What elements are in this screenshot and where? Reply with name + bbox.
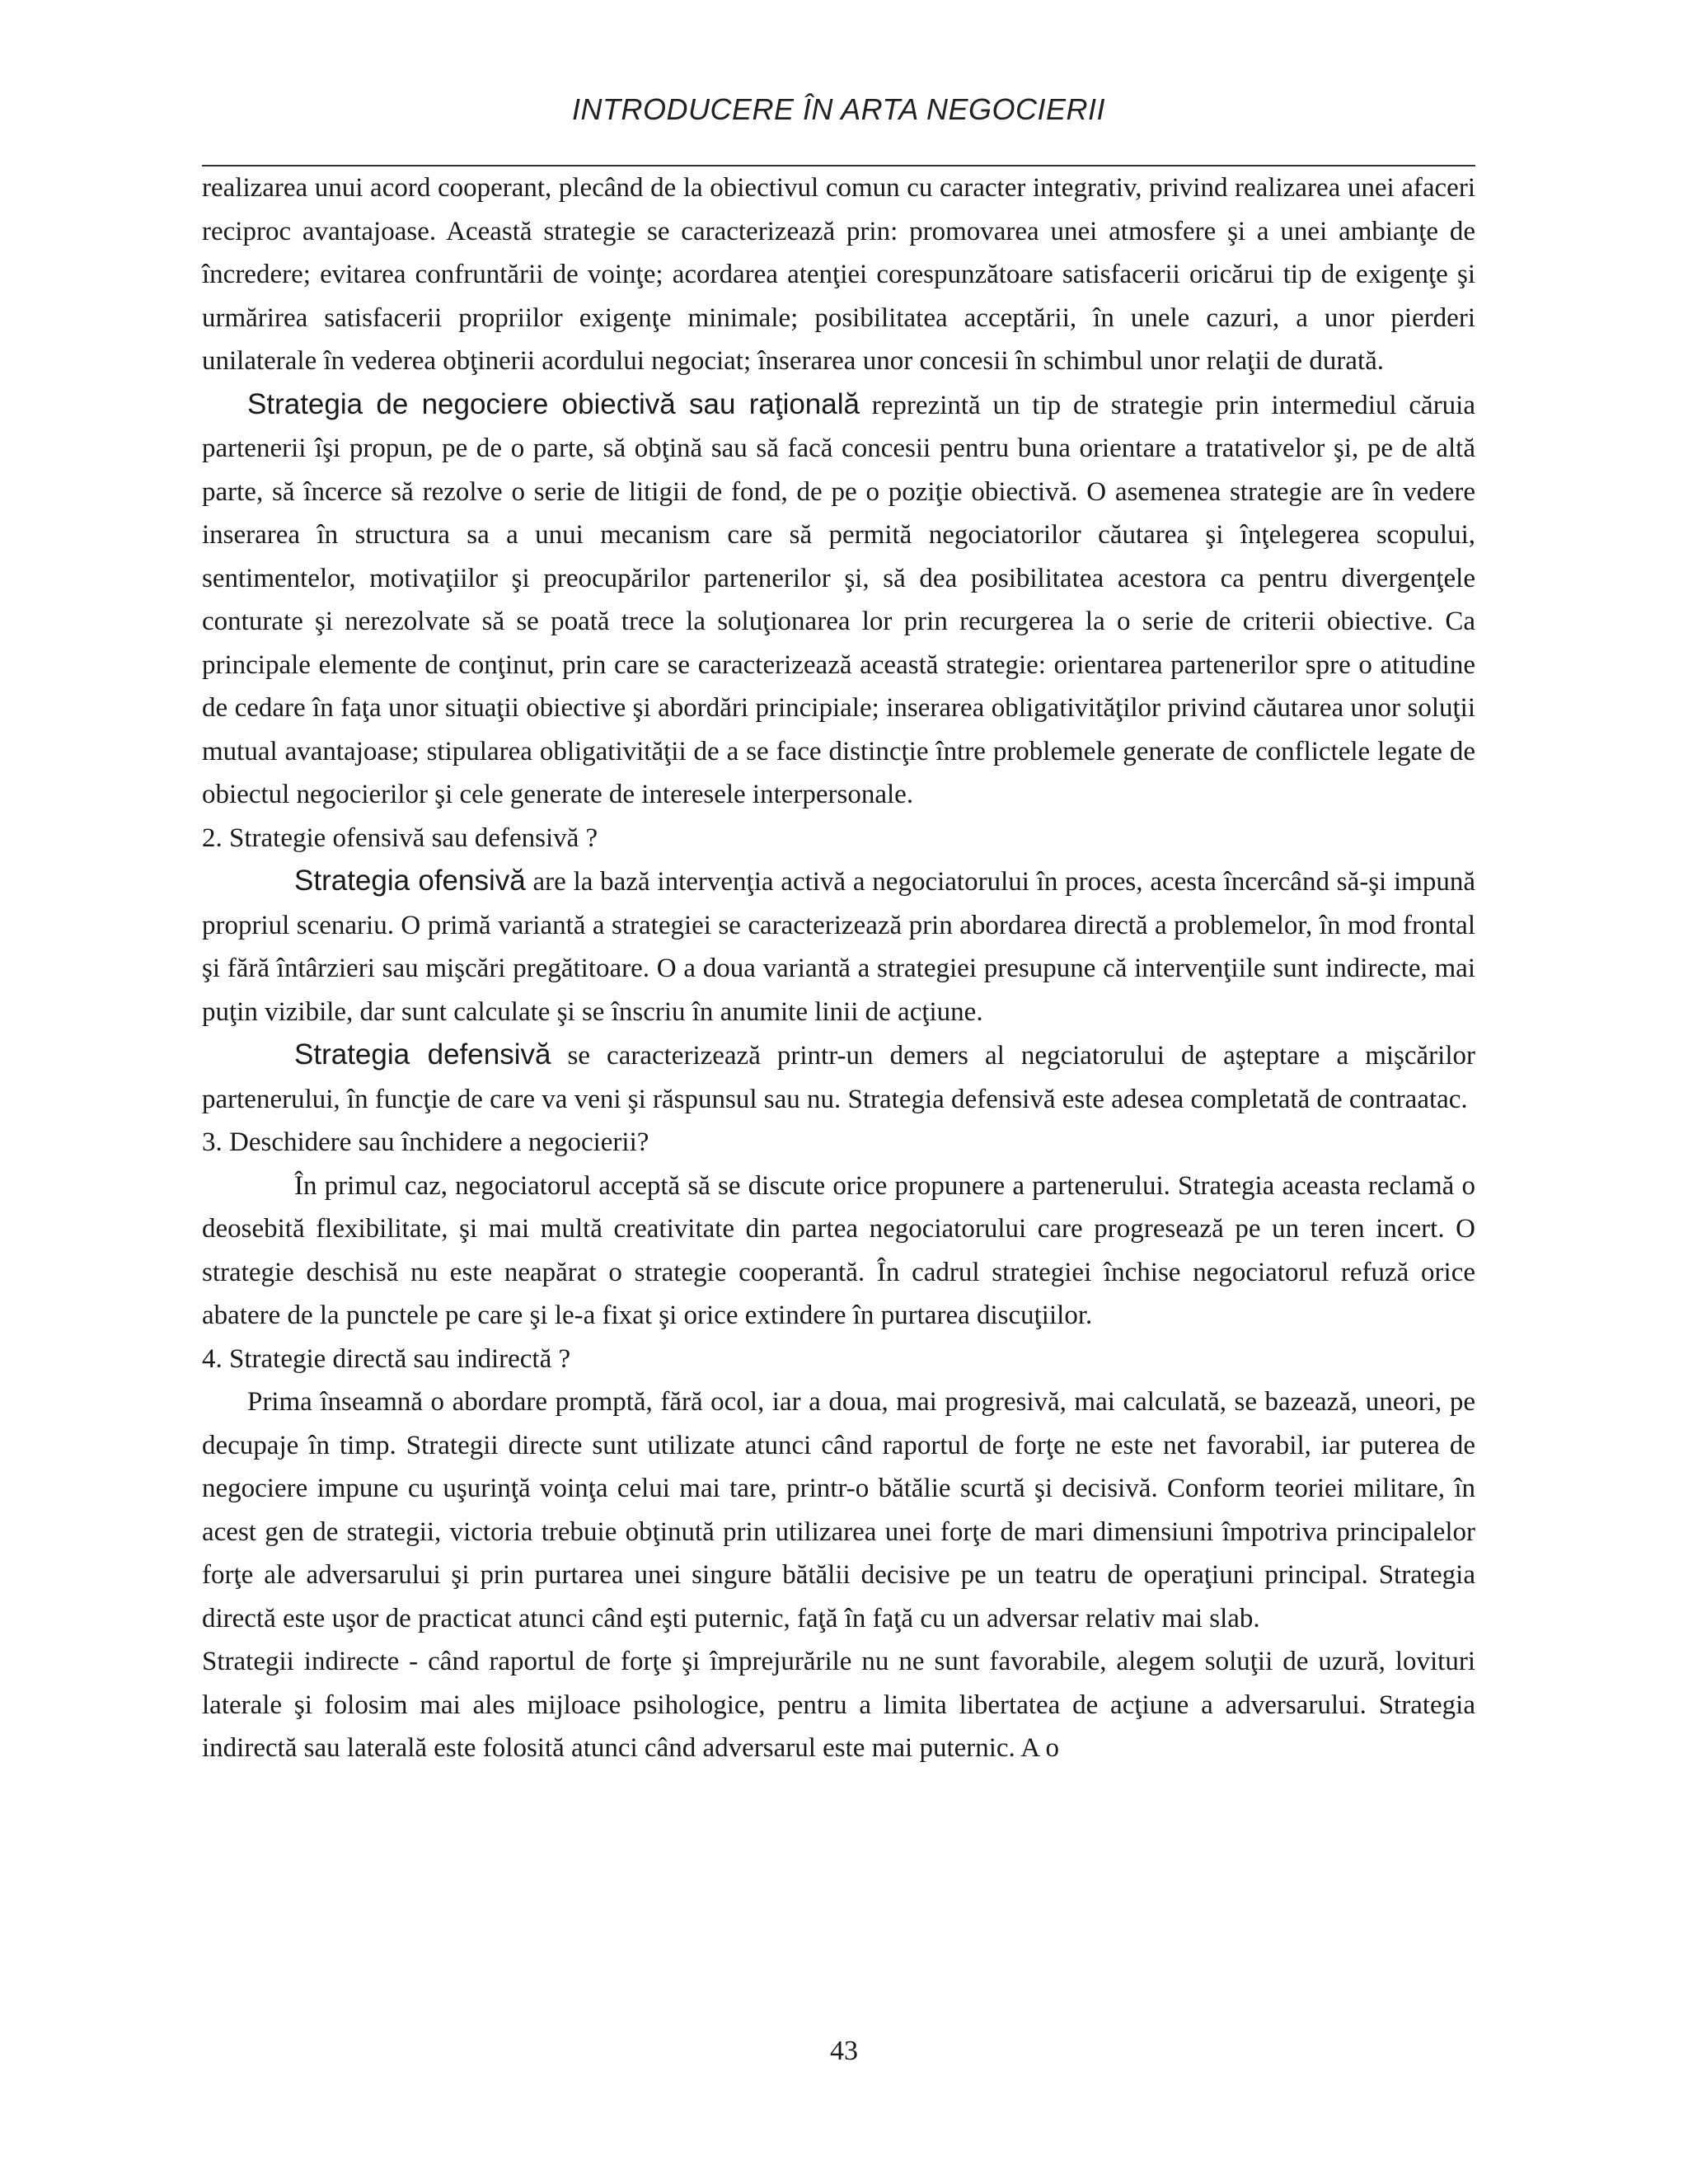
paragraph — [202, 1380, 1475, 1640]
paragraph — [202, 166, 1475, 383]
paragraph-text: În primul caz, negociatorul acceptă să se discute orice propunere a partenerului. Strategia aceasta reclamă o deosebită flexibilitate, şi mai multă creativitate din partea negociatorului care progresează pe un teren incert. O strategie deschisă nu este neapărat o strategie cooperantă. În cadrul strategiei închise negociatorul refuză orice abatere de la punctele pe care şi le-a fixat şi orice extindere în purtarea discuţiilor. — [202, 1170, 1475, 1330]
section-heading-text: 2. Strategie ofensivă sau defensivă ? — [202, 823, 598, 853]
paragraph-text: realizarea unui acord cooperant, plecând de la obiectivul comun cu caracter integrativ, privind realizarea unei afaceri reciproc avantajoase. Această strategie se caracterizează prin: promovarea unei atmosfere şi a unei ambianţe de încredere; evitarea confruntării de voinţe; acordarea atenţiei corespunzătoare satisfacerii oricărui tip de exigenţe şi urmărirea satisfacerii propriilor exigenţe minimale; posibilitatea acceptării, în unele cazuri, a unor pierderi unilaterale în vederea obţinerii acordului negociat; înserarea unor concesii în schimbul unor relaţii de durată. — [202, 173, 1475, 376]
term-heading: Strategia defensivă — [294, 1038, 551, 1071]
paragraph — [202, 1640, 1475, 1770]
section-heading — [202, 1121, 1475, 1165]
paragraph — [202, 1033, 1475, 1121]
paragraph-text: are la bază intervenţia activă a negociatorului în proces, acesta încercând să-şi impună propriul scenariu. O primă variantă a strategiei se caracterizează prin abordarea directă a problemelor, în mod frontal şi fără întârzieri sau mişcări pregătitoare. O a doua variantă a strategiei presupune că intervenţiile sunt indirecte, mai puţin vizibile, dar sunt calculate şi se înscriu în anumite linii de acţiune. — [202, 867, 1475, 1027]
term-heading: Strategia de negociere obiectivă sau raţională — [247, 387, 860, 420]
section-heading — [202, 817, 1475, 860]
page-number: 43 — [830, 2036, 858, 2066]
paragraph-text: Strategii indirecte - când raportul de forţe şi împrejurările nu ne sunt favorabile, alegem soluţii de uzură, lovituri laterale şi folosim mai ales mijloace psihologice, pentru a limita libertatea de acţiune a adversarului. Strategia indirectă sau laterală este folosită atunci când adversarul este mai puternic. A o — [202, 1647, 1475, 1763]
paragraph-text: se caracterizează printr-un demers al negciatorului de aşteptare a mişcărilor partenerului, în funcţie de care va veni şi răspunsul sau nu. Strategia defensivă este adesea completată de contraatac. — [202, 1041, 1475, 1114]
term-heading: Strategia ofensivă — [294, 865, 526, 897]
paragraph — [202, 1165, 1475, 1338]
paragraph — [202, 860, 1475, 1033]
body-text — [202, 166, 1475, 1770]
section-heading-text: 4. Strategie directă sau indirectă ? — [202, 1343, 571, 1374]
section-heading — [202, 1338, 1475, 1381]
paragraph-text: Prima înseamnă o abordare promptă, fără ocol, iar a doua, mai progresivă, mai calculată, se bazează, uneori, pe decupaje în timp. Strategii directe sunt utilizate atunci când raportul de forţe ne este net favorabil, iar puterea de negociere impune cu uşurinţă voinţa celui mai tare, printr-o bătălie scurtă şi decisivă. Conform teoriei militare, în acest gen de strategii, victoria trebuie obţinută prin utilizarea unei forţe de mari dimensiuni împotriva principalelor forţe ale adversarului şi prin purtarea unei singure bătălii decisive pe un teatru de operaţiuni principal. Strategia directă este uşor de practicat atunci când eşti puternic, faţă în faţă cu un adversar relativ mai slab. — [202, 1387, 1475, 1633]
paragraph-text: reprezintă un tip de strategie prin intermediul căruia partenerii îşi propun, pe de o parte, să obţină sau să facă concesii pentru buna orientare a tratativelor şi, pe de altă parte, să încerce să rezolve o serie de litigii de fond, de pe o poziţie obiectivă. O asemenea strategie are în vedere inserarea în structura sa a unui mecanism care să permită negociatorilor căutarea şi înţelegerea scopului, sentimentelor, motivaţiilor şi preocupărilor partenerilor şi, să dea posibilitatea acestora ca pentru divergenţele conturate şi nerezolvate să se poată trece la soluţionarea lor prin recurgerea la o serie de criterii obiective. Ca principale elemente de conţinut, prin care se caracterizează această strategie: orientarea partenerilor spre o atitudine de cedare în faţa unor situaţii obiective şi abordări principiale; inserarea obligativităţilor privind căutarea unor soluţii mutual avantajoase; stipularea obligativităţii de a se face distincţie între problemele generate de conflictele legate de obiectul negocierilor şi cele generate de interesele interpersonale. — [202, 390, 1476, 809]
section-heading-text: 3. Deschidere sau închidere a negocierii? — [202, 1127, 649, 1157]
paragraph — [202, 383, 1475, 817]
running-header: INTRODUCERE ÎN ARTA NEGOCIERII — [571, 92, 1106, 126]
